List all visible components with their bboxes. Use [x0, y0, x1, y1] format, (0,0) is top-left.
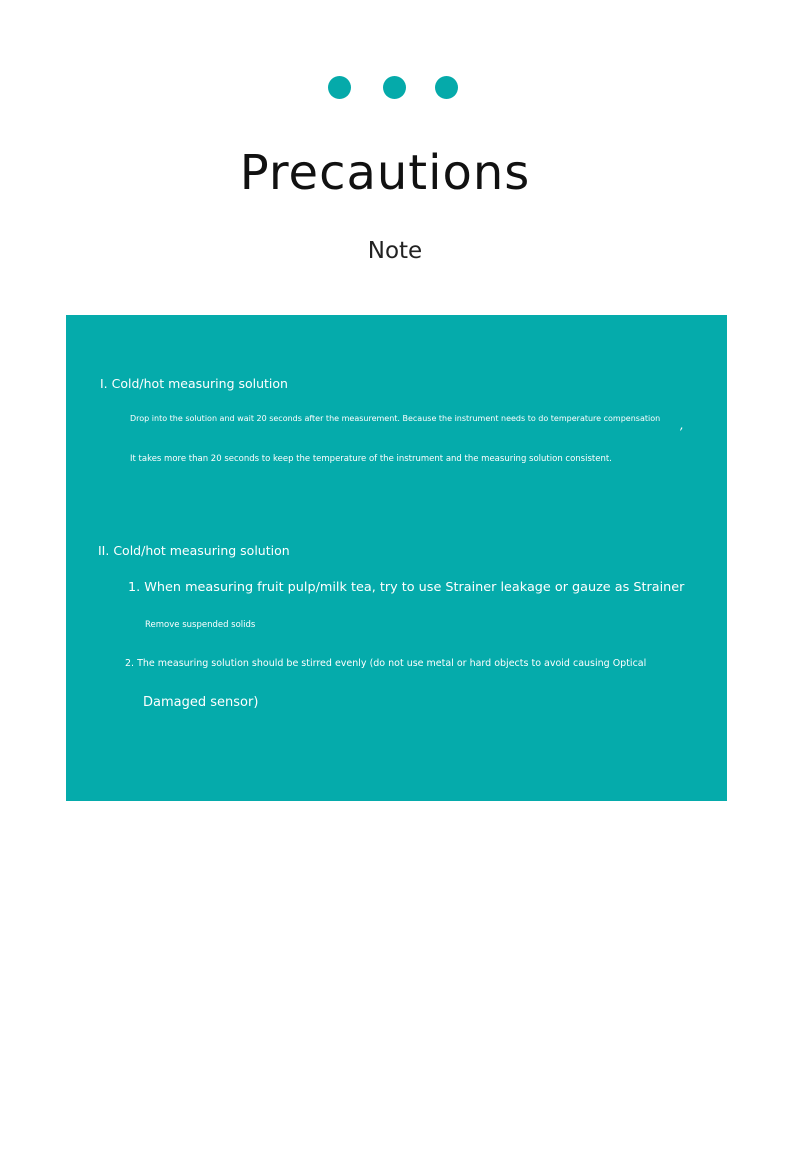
section-2-item-2-continued: Damaged sensor) [143, 695, 259, 710]
section-1-line-2: It takes more than 20 seconds to keep the temperature of the instrument and the measuring solution consistent. [130, 454, 612, 464]
section-2-heading: II. Cold/hot measuring solution [98, 543, 290, 558]
decorative-dots [0, 76, 790, 98]
precautions-panel [66, 315, 727, 801]
dot-icon [435, 76, 458, 99]
section-2-item-2: 2. The measuring solution should be stirred evenly (do not use metal or hard objects to avoid causing Optical [125, 658, 647, 669]
page-title: Precautions [239, 145, 531, 201]
section-1-line-1-end: , [680, 418, 684, 432]
dot-icon [383, 76, 406, 99]
section-2-item-1-continued: Remove suspended solids [145, 620, 256, 630]
section-1-heading: I. Cold/hot measuring solution [100, 376, 288, 391]
section-2-item-1: 1. When measuring fruit pulp/milk tea, try to use Strainer leakage or gauze as Strainer [128, 580, 685, 595]
page-subtitle: Note [367, 238, 423, 264]
section-1-line-1: Drop into the solution and wait 20 seconds after the measurement. Because the instrument needs to do temperature compensation [130, 414, 661, 423]
dot-icon [328, 76, 351, 99]
